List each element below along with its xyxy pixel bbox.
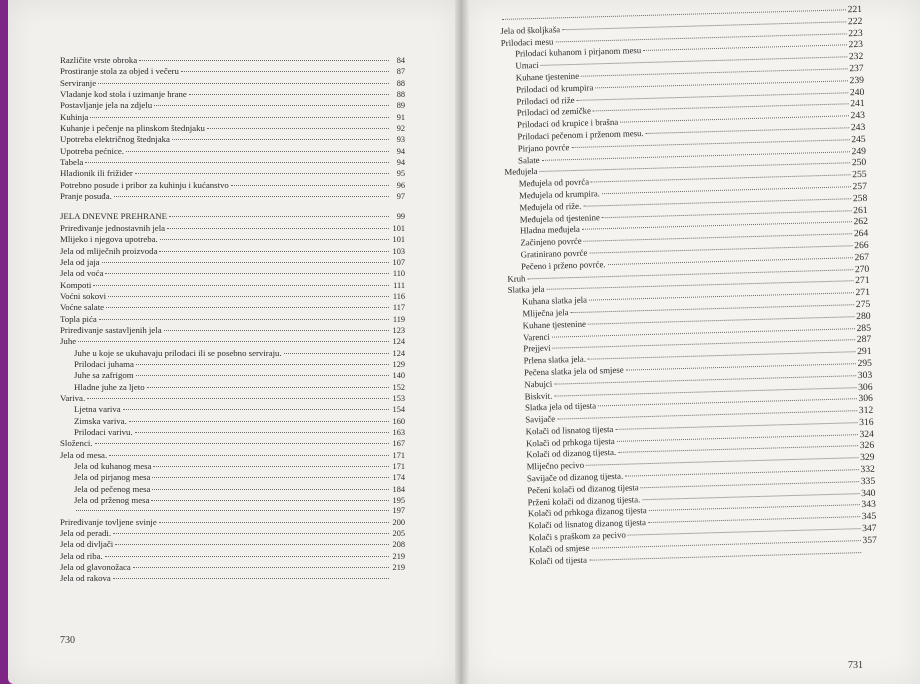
toc-entry-page: 116	[392, 291, 405, 301]
toc-entry-title: Vladanje kod stola i uzimanje hrane	[60, 89, 187, 100]
left-table-of-contents	[60, 55, 405, 584]
toc-entry	[60, 257, 405, 268]
toc-entry-page: 89	[396, 101, 405, 111]
toc-entry-page: 111	[393, 280, 405, 290]
toc-entry-title: Prejjevi	[523, 343, 551, 354]
toc-entry-title: Hladna međujela	[519, 224, 581, 236]
toc-entry-title: Kolači od dizanog tijesta.	[526, 447, 617, 460]
toc-entry	[60, 450, 405, 461]
dot-leader	[646, 127, 849, 134]
toc-entry-page: 262	[853, 216, 869, 228]
toc-entry-page: 101	[392, 223, 405, 233]
dot-leader	[169, 216, 389, 217]
toc-entry	[60, 416, 405, 427]
toc-entry-page: 92	[396, 124, 405, 134]
toc-entry-page: 87	[396, 67, 405, 77]
toc-entry	[60, 223, 405, 234]
dot-leader	[108, 296, 389, 297]
toc-entry-title: Prilodaci od krumpira	[515, 82, 594, 95]
toc-entry-title: Priređivanje tovljene svinje	[60, 516, 157, 527]
toc-entry-title: Pečeno i prženo povrće.	[520, 258, 606, 272]
dot-leader	[139, 60, 389, 61]
toc-entry-title: Jela od mliječnih proizvoda	[60, 245, 158, 256]
dot-leader	[617, 434, 858, 442]
toc-entry-title: Pečeni kolači od dizanog tijesta	[527, 482, 639, 496]
toc-entry-title: Ljetna variva	[74, 404, 121, 415]
toc-entry-title: Jela od pirjanog mesa	[74, 472, 151, 483]
toc-entry-title: Zimska variva.	[74, 415, 127, 426]
dot-leader	[615, 422, 857, 430]
toc-entry-title: Mliječno pecivo	[526, 460, 585, 472]
toc-entry-title: Umaci	[515, 60, 540, 71]
dot-leader	[625, 469, 858, 477]
toc-entry	[60, 157, 405, 168]
toc-entry	[60, 123, 405, 134]
toc-entry-page: 219	[392, 563, 405, 573]
toc-entry-title: Nabujci	[524, 378, 553, 390]
dot-leader	[154, 105, 389, 106]
toc-entry-title: Potrebno posude i pribor za kuhinju i kućanstvo	[60, 179, 229, 190]
toc-entry-title: Salate	[517, 154, 540, 166]
toc-entry	[60, 234, 405, 245]
dot-leader	[102, 262, 389, 263]
toc-entry	[60, 280, 405, 291]
toc-entry-page: 140	[392, 371, 405, 381]
toc-entry-page: 295	[857, 357, 873, 370]
dot-leader	[207, 128, 389, 129]
toc-entry	[60, 180, 405, 191]
dot-leader	[151, 500, 389, 501]
right-table-of-contents	[500, 4, 877, 568]
toc-entry-title: Priređivanje sastavljenih jela	[60, 324, 162, 335]
toc-entry-title: Jela od riba.	[60, 550, 103, 561]
dot-leader	[160, 239, 389, 240]
toc-entry-title: Različite vrste obroka	[60, 55, 138, 65]
toc-entry-page: 271	[855, 286, 871, 299]
toc-entry-page: 243	[850, 110, 866, 122]
toc-entry	[60, 325, 405, 336]
toc-entry-page: 97	[396, 192, 405, 202]
dot-leader	[129, 421, 389, 422]
book-gutter	[455, 0, 469, 684]
toc-entry-title: Jela od divljači	[60, 539, 114, 550]
toc-entry-page: 93	[396, 135, 405, 145]
toc-entry-page: 267	[854, 251, 870, 263]
toc-entry-title: Slatka jela od tijesta	[524, 400, 597, 413]
toc-entry	[60, 211, 405, 222]
toc-entry-page: 171	[392, 450, 405, 460]
toc-entry-title: JELA DNEVNE PREHRANE	[60, 211, 168, 222]
toc-entry-title: Biskvit.	[524, 390, 553, 401]
toc-entry-title: Međujela od tjestenine	[519, 211, 600, 225]
toc-entry-title: Kolači od prhkoga tijesta	[525, 435, 615, 449]
toc-entry-title: Prilodaci mesu	[500, 36, 554, 48]
dot-leader	[95, 443, 390, 444]
dot-leader	[648, 516, 860, 523]
toc-entry-title: Međujela od krumpira.	[518, 188, 601, 201]
toc-entry-title: Kuhinja	[60, 111, 89, 122]
toc-entry-page: 94	[396, 146, 405, 156]
toc-entry-page: 312	[858, 404, 874, 417]
toc-entry	[60, 348, 405, 359]
toc-entry-title: Kuhana slatka jela	[521, 294, 588, 307]
toc-entry-title: Međujela	[504, 166, 538, 178]
dot-leader	[159, 251, 389, 252]
toc-entry-page: 324	[859, 428, 875, 440]
dot-leader	[105, 273, 389, 274]
toc-entry-page: 249	[851, 145, 867, 157]
dot-leader	[608, 257, 853, 265]
toc-entry-page: 174	[392, 473, 405, 483]
toc-entry	[60, 382, 405, 393]
toc-entry-title: Jela od peradi.	[60, 528, 112, 539]
toc-entry-title: Jela od prženog mesa	[74, 495, 150, 506]
toc-entry-title: Prilodaci varivu.	[74, 427, 133, 437]
dot-leader	[136, 364, 389, 365]
dot-leader	[589, 552, 861, 561]
toc-entry-title: Gratinirano povrće	[520, 247, 588, 260]
dot-leader	[136, 375, 389, 376]
toc-entry-title: Jela od mesa.	[60, 449, 108, 460]
toc-entry	[60, 393, 405, 404]
toc-entry-title: Topla pića	[60, 313, 97, 324]
toc-entry-page: 240	[849, 86, 865, 98]
dot-leader	[649, 505, 860, 512]
toc-entry-title: Savijače od dizanog tijesta.	[526, 470, 624, 484]
dot-leader	[643, 45, 846, 52]
toc-entry-title: Pečena slatka jela od smjese	[523, 364, 624, 378]
right-page-number: 731	[848, 660, 863, 671]
toc-entry-page: 266	[854, 239, 869, 252]
toc-entry-title: Kolači od lisnatog dizanog tijesta	[528, 517, 647, 531]
dot-leader	[135, 173, 389, 174]
dot-leader	[181, 71, 389, 72]
toc-entry-page: 255	[852, 168, 867, 181]
dot-leader	[642, 493, 859, 500]
toc-entry-page: 184	[392, 484, 405, 494]
dot-leader	[133, 567, 389, 568]
toc-entry	[60, 246, 405, 257]
toc-entry-title: Prilodaci od zemičke	[516, 105, 592, 118]
toc-entry-title: Mliječna jela	[522, 307, 569, 319]
toc-entry	[60, 146, 405, 157]
toc-entry-page: 280	[856, 310, 871, 322]
toc-entry-title: Voćne salate	[60, 302, 105, 313]
toc-entry-page: 332	[860, 463, 876, 476]
toc-entry-title: Kuhane tjestenine	[515, 70, 580, 83]
toc-entry	[60, 314, 405, 325]
toc-entry-page: 239	[849, 74, 865, 87]
dot-leader	[90, 117, 389, 118]
toc-entry-page: 95	[396, 169, 405, 179]
dot-leader	[159, 522, 389, 523]
toc-entry-page: 340	[860, 487, 876, 499]
dot-leader	[152, 477, 389, 478]
toc-entry-page: 221	[847, 3, 863, 16]
toc-entry-page: 208	[392, 540, 405, 550]
toc-entry-title: Kolači s praškom za pecivo	[528, 529, 626, 543]
dot-leader	[76, 510, 389, 511]
toc-entry-title: Prostiranje stola za objed i večeru	[60, 66, 179, 77]
toc-entry-page: 287	[856, 334, 872, 346]
toc-entry-page: 257	[852, 180, 868, 193]
toc-entry-page: 271	[855, 275, 870, 287]
toc-entry	[60, 66, 405, 77]
dot-leader	[126, 151, 389, 152]
toc-entry	[60, 78, 405, 89]
toc-entry-page: 335	[860, 475, 876, 487]
dot-leader	[164, 330, 389, 331]
toc-entry	[60, 134, 405, 145]
toc-entry	[60, 112, 405, 123]
dot-leader	[93, 285, 389, 286]
toc-entry-page: 110	[392, 269, 405, 279]
toc-entry-title: Pirjano povrće	[517, 141, 570, 154]
toc-entry-page: 160	[392, 416, 405, 426]
dot-leader	[602, 186, 851, 194]
toc-entry	[60, 268, 405, 279]
toc-entry-page: 223	[848, 27, 863, 39]
dot-leader	[153, 466, 389, 467]
toc-entry-page: 96	[396, 180, 405, 190]
toc-entry	[60, 517, 405, 528]
toc-entry-title: Jela od kuhanog mesa	[74, 461, 152, 472]
toc-entry-page: 223	[848, 39, 864, 51]
toc-entry-page: 167	[392, 439, 405, 449]
toc-entry-page: 264	[853, 227, 869, 240]
toc-entry-page: 275	[855, 298, 871, 311]
toc-entry-title: Jela od jaja	[60, 256, 100, 267]
toc-entry-page: 270	[854, 263, 870, 275]
toc-entry-title: Jela od glavonožaca	[60, 562, 131, 573]
dot-leader	[626, 363, 856, 370]
dot-leader	[109, 455, 389, 456]
dot-leader	[231, 185, 389, 186]
toc-entry-title: Juhe u koje se ukuhavaju prilodaci ili se posebno serviraju.	[74, 347, 282, 358]
toc-entry-page: 91	[396, 112, 405, 122]
dot-leader	[152, 489, 389, 490]
dot-leader	[105, 556, 389, 557]
dot-leader	[628, 528, 860, 535]
toc-entry-page: 345	[861, 510, 877, 523]
toc-entry	[60, 359, 405, 370]
dot-leader	[99, 319, 389, 320]
toc-entry-title: Hladne juhe za ljeto	[74, 381, 145, 392]
toc-entry-title: Začinjeno povrće	[520, 235, 582, 248]
toc-entry-page: 123	[392, 325, 405, 335]
toc-entry-page: 171	[392, 462, 405, 472]
toc-entry-page: 237	[849, 62, 864, 75]
toc-entry-title: Kompoti	[60, 279, 92, 290]
dot-leader	[135, 432, 389, 433]
toc-entry	[60, 495, 405, 506]
toc-entry-page: 306	[858, 381, 873, 393]
toc-entry-title: Kolači od prhkoga dizanog tijesta	[527, 505, 647, 519]
toc-entry-page: 200	[392, 517, 405, 527]
toc-entry-page: 101	[392, 235, 405, 245]
toc-entry	[60, 506, 405, 516]
toc-entry-title: Jela od voća	[60, 268, 104, 279]
toc-entry-title: Tabela	[60, 157, 84, 168]
toc-entry-page: 205	[392, 529, 405, 539]
dot-leader	[172, 139, 389, 140]
toc-entry	[60, 573, 405, 583]
toc-entry-title: Prlena slatka jela.	[523, 353, 587, 366]
toc-entry-page: 94	[396, 158, 405, 168]
toc-entry-title: Kolači od tijesta	[529, 554, 588, 567]
toc-entry-title: Složenci.	[60, 438, 93, 449]
toc-entry-page: 107	[392, 257, 405, 267]
toc-entry-title: Voćni sokovi	[60, 290, 107, 301]
toc-entry-title: Slatka jela	[507, 284, 545, 296]
toc-entry-title: Kuhane tjestenine	[522, 318, 587, 331]
dot-leader	[618, 446, 858, 454]
dot-leader	[167, 228, 389, 229]
toc-entry	[60, 539, 405, 550]
toc-entry-page: 261	[853, 204, 868, 216]
toc-entry-title: Savijače	[525, 413, 556, 425]
toc-entry-page: 88	[396, 78, 405, 88]
toc-entry-title: Mlijeko i njegova upotreba.	[60, 234, 158, 245]
toc-entry	[60, 100, 405, 111]
toc-entry-title: Juhe	[60, 336, 77, 347]
toc-entry-page: 163	[392, 428, 405, 437]
toc-entry-page: 347	[861, 522, 877, 535]
toc-entry-page: 124	[392, 348, 405, 358]
toc-entry-title: Prilodaci kuhanom i pirjanom mesu	[514, 45, 642, 59]
toc-entry-page: 245	[851, 133, 866, 146]
toc-entry-page: 129	[392, 359, 405, 369]
toc-entry	[60, 55, 405, 66]
toc-entry	[60, 461, 405, 472]
toc-entry	[60, 551, 405, 562]
toc-entry	[60, 438, 405, 449]
toc-entry-title: Prilodaci juhama	[74, 358, 134, 369]
dot-leader	[78, 341, 389, 342]
toc-entry	[60, 291, 405, 302]
toc-entry-title: Hladionik ili frižider	[60, 168, 133, 179]
toc-entry	[60, 528, 405, 539]
toc-entry-page: 154	[392, 405, 405, 415]
toc-entry-title: Pranje posuđa.	[60, 191, 112, 202]
dot-leader	[189, 94, 389, 95]
toc-entry-title: Upotreba pećnice.	[60, 145, 124, 156]
toc-entry-page: 291	[857, 345, 872, 358]
toc-entry-title: Kolači od lisnatog tijesta	[525, 423, 614, 437]
toc-entry-page: 329	[859, 451, 875, 464]
toc-entry-page: 153	[392, 393, 405, 403]
toc-entry-title: Variva.	[60, 392, 86, 403]
toc-entry-page: 243	[850, 121, 866, 134]
toc-entry-title: Prilodaci pečenom i prženom mesu.	[517, 128, 644, 142]
toc-entry-page: 241	[850, 98, 865, 110]
toc-entry-title: Jela od rakova	[60, 573, 111, 584]
dot-leader	[115, 544, 389, 545]
toc-entry	[60, 302, 405, 313]
toc-entry-title: Jela od školjkaša	[500, 24, 561, 36]
toc-entry-page: 306	[858, 393, 874, 405]
toc-entry-title: Serviranje	[60, 77, 97, 88]
toc-entry-page: 195	[392, 496, 405, 506]
dot-leader	[85, 162, 389, 163]
toc-entry-title: Međujela od povrća	[518, 176, 590, 189]
toc-entry-page: 152	[392, 382, 405, 392]
dot-leader	[602, 210, 851, 218]
dot-leader	[113, 533, 389, 534]
toc-entry-page: 124	[392, 337, 405, 347]
dot-leader	[284, 353, 389, 354]
toc-entry	[60, 168, 405, 179]
toc-entry-page: 250	[851, 157, 867, 169]
dot-leader	[147, 387, 389, 388]
toc-entry	[60, 404, 405, 415]
toc-entry-page: 258	[852, 192, 868, 204]
toc-entry-page: 232	[848, 51, 864, 63]
toc-entry-page: 197	[392, 506, 405, 516]
toc-entry-title: Kruh	[507, 272, 526, 284]
toc-entry-page: 117	[392, 303, 405, 313]
dot-leader	[113, 578, 389, 579]
toc-entry-page: 285	[856, 322, 872, 334]
left-page-number: 730	[60, 635, 75, 646]
toc-entry-title: Priređivanje jednostavnih jela	[60, 222, 166, 233]
toc-entry-title: Prženi kolači od dizanog tijesta.	[527, 493, 641, 508]
dot-leader	[106, 307, 389, 308]
toc-entry	[60, 562, 405, 573]
toc-entry-page: 103	[392, 246, 405, 256]
toc-entry-page: 88	[396, 90, 405, 100]
toc-entry-title: Upotreba električnog štednjaka	[60, 134, 170, 145]
toc-entry-title: Juhe sa zafrigom	[74, 370, 134, 381]
toc-entry-page: 219	[392, 551, 405, 561]
toc-entry-page: 99	[396, 212, 405, 222]
toc-entry-page: 303	[857, 369, 873, 381]
dot-leader	[87, 398, 389, 399]
toc-entry-page: 357	[862, 534, 877, 546]
dot-leader	[641, 481, 859, 488]
toc-entry	[60, 370, 405, 381]
toc-entry-title: Kuhanje i pečenje na plinskom štednjaku	[60, 123, 205, 134]
toc-entry-page: 316	[859, 416, 874, 429]
section-gap	[60, 202, 405, 211]
toc-entry	[60, 472, 405, 483]
toc-entry-title: Varenci	[522, 331, 551, 342]
toc-entry	[60, 191, 405, 202]
toc-entry-title: Kolači od smjese	[528, 542, 590, 555]
toc-entry	[60, 336, 405, 347]
toc-entry-page: 84	[396, 56, 405, 65]
toc-entry-page: 326	[859, 440, 875, 452]
toc-entry-title: Međujela od riže.	[519, 200, 582, 213]
toc-entry-page: 119	[392, 314, 405, 324]
dot-leader	[98, 83, 389, 84]
toc-entry-title: Postavljanje jela na zdjelu	[60, 100, 153, 111]
toc-entry	[60, 484, 405, 495]
toc-entry-page: 343	[861, 499, 877, 511]
dot-leader	[114, 196, 389, 197]
toc-entry	[60, 89, 405, 100]
toc-entry-page: 222	[847, 15, 863, 28]
dot-leader	[123, 409, 389, 410]
toc-entry	[60, 427, 405, 438]
toc-entry-title: Prilodaci od krupice i brašna	[516, 116, 619, 130]
toc-entry-title: Jela od pečenog mesa	[74, 483, 151, 494]
purple-background	[0, 0, 8, 684]
toc-entry-title: Prilodaci od riže	[516, 94, 575, 107]
dot-leader	[620, 115, 848, 122]
